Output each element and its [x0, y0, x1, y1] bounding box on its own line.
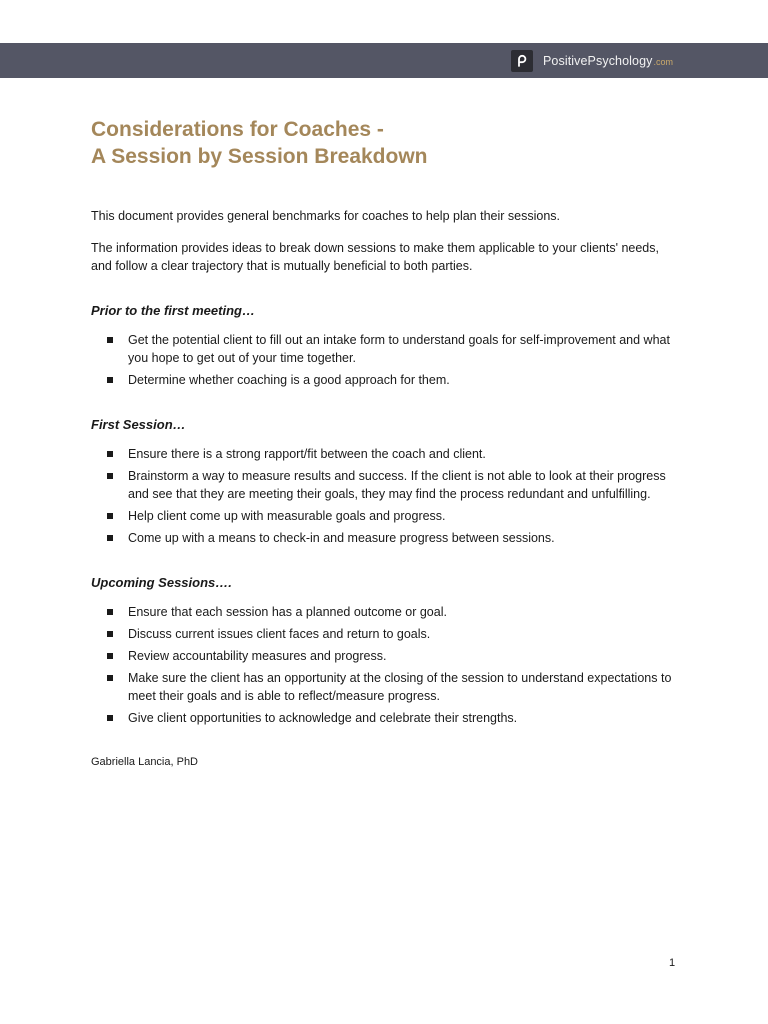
- list-item-text: Determine whether coaching is a good approach for them.: [128, 373, 450, 387]
- list-item: [91, 529, 681, 547]
- list-item-text: Ensure that each session has a planned outcome or goal.: [128, 605, 447, 619]
- list-item-text: Review accountability measures and progress.: [128, 649, 387, 663]
- list-item: [91, 467, 681, 503]
- square-bullet-icon: [107, 609, 113, 615]
- brand-logo-link[interactable]: [511, 50, 673, 72]
- list-item: [91, 709, 681, 727]
- section-heading-prior-to-first-meeting: Prior to the first meeting…: [91, 303, 255, 318]
- list-item: [91, 445, 681, 463]
- bullet-list-upcoming-sessions: [91, 603, 681, 727]
- header-bar: [0, 43, 768, 78]
- list-item-text: Get the potential client to fill out an intake form to understand goals for self-improvement and what you hope to get out of your time together.: [128, 333, 670, 365]
- bullet-list-prior-to-first-meeting: [91, 331, 681, 389]
- square-bullet-icon: [107, 535, 113, 541]
- square-bullet-icon: [107, 653, 113, 659]
- list-item-text: Help client come up with measurable goals and progress.: [128, 509, 446, 523]
- document-body: [91, 116, 681, 770]
- page-number: 1: [669, 957, 676, 969]
- brand-tld: .com: [653, 57, 673, 67]
- title-line-2: A Session by Session Breakdown: [91, 145, 428, 168]
- square-bullet-icon: [107, 675, 113, 681]
- square-bullet-icon: [107, 631, 113, 637]
- list-item: [91, 603, 681, 621]
- square-bullet-icon: [107, 473, 113, 479]
- title-line-1: Considerations for Coaches -: [91, 118, 384, 141]
- square-bullet-icon: [107, 377, 113, 383]
- intro-paragraph: The information provides ideas to break down sessions to make them applicable to your clients' needs, and follow a clear trajectory that is mutually beneficial to both parties.: [91, 241, 659, 273]
- section-heading-first-session: First Session…: [91, 417, 186, 432]
- positivepsychology-logo-icon: [511, 50, 533, 72]
- square-bullet-icon: [107, 513, 113, 519]
- intro-paragraph: This document provides general benchmarks for coaches to help plan their sessions.: [91, 209, 561, 223]
- list-item-text: Make sure the client has an opportunity at the closing of the session to understand expectations to meet their goals and is able to reflect/measure progress.: [128, 671, 672, 703]
- author-signature: Gabriella Lancia, PhD: [91, 756, 199, 768]
- list-item-text: Ensure there is a strong rapport/fit between the coach and client.: [128, 447, 486, 461]
- square-bullet-icon: [107, 715, 113, 721]
- list-item: [91, 625, 681, 643]
- square-bullet-icon: [107, 451, 113, 457]
- list-item-text: Give client opportunities to acknowledge and celebrate their strengths.: [128, 711, 518, 725]
- document-title: [91, 116, 681, 170]
- list-item: [91, 507, 681, 525]
- bullet-list-first-session: [91, 445, 681, 547]
- list-item-text: Come up with a means to check-in and measure progress between sessions.: [128, 531, 555, 545]
- brand-name: PositivePsychology: [542, 54, 653, 68]
- list-item: [91, 371, 681, 389]
- list-item: [91, 669, 681, 705]
- list-item: [91, 647, 681, 665]
- list-item-text: Discuss current issues client faces and return to goals.: [128, 627, 431, 641]
- list-item-text: Brainstorm a way to measure results and success. If the client is not able to look at their progress and see that they are meeting their goals, they may find the process redundant and unfulfilling.: [128, 469, 666, 501]
- section-heading-upcoming-sessions: Upcoming Sessions….: [91, 575, 232, 590]
- square-bullet-icon: [107, 337, 113, 343]
- list-item: [91, 331, 681, 367]
